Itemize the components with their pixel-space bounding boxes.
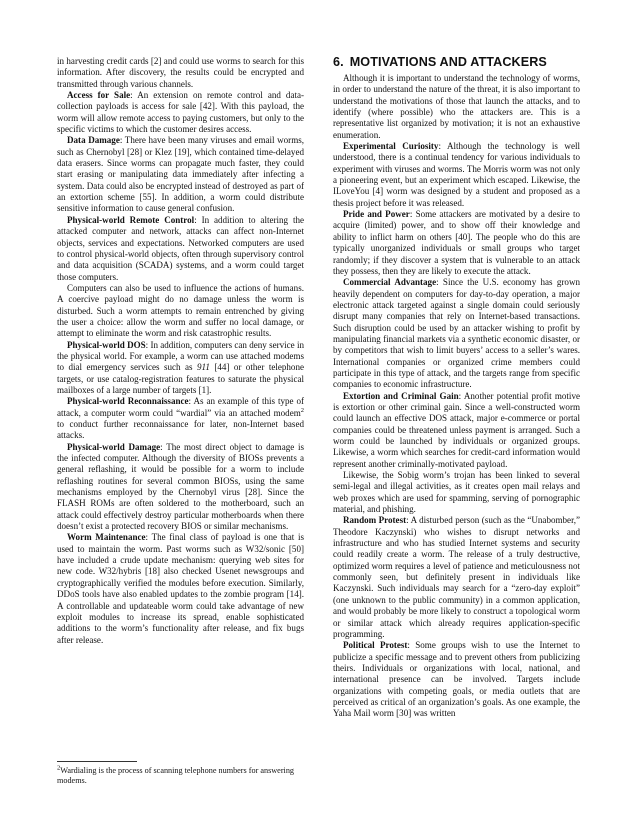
run-in-heading: Physical-world Reconnaissance (67, 396, 189, 407)
run-in-heading: Commercial Advantage (343, 277, 437, 288)
section-heading (333, 55, 580, 69)
paragraph-political-protest: Political Protest: Some groups wish to use the Internet to publicize a specific message and to prevent others from publicizing theirs. Individuals or organizations with local, national, and international presence can be involved. Targets include organizations with competing goals, or media outlets that are perceived as critical of an organization’s goals. As one example, the Yaha Mail worm [30] was written (333, 640, 580, 719)
run-in-heading: Physical-world Remote Control (67, 214, 195, 225)
paragraph: Computers can also be used to influence the actions of humans. A coercive payload might do no damage unless the worm is disturbed. Such a worm attempts to remain entrenched by giving the user a choice: allow the worm and suffer no local damage, or attempt to eliminate the worm and risk catastrophic results. (57, 282, 304, 339)
paragraph-extortion: Extortion and Criminal Gain: Another potential profit motive is extortion or other criminal gain. Since a well-constructed worm could launch an effective DOS attack, major e-commerce or portal companies could be threatened unless payment is arranged. Such a worm could be launched by individuals or organized groups. Likewise, a worm which searches for credit-card information would represent another criminally-motivated payload. (333, 390, 580, 469)
run-in-heading: Random Protest (343, 515, 407, 526)
paragraph-physical-dos: Physical-world DOS: In addition, computers can deny service in the physical world. For example, a worm can use attached modems to dial emergency services such as 911 [44] or other telephone targets, or use catalog-registration features to saturate the physical mailboxes of a large number of targets [1]. (57, 339, 304, 395)
section-number: 6. (333, 55, 344, 69)
paragraph-physical-reconnaissance: Physical-world Reconnaissance: As an example of this type of attack, a computer worm could “wardial” via an attached modem$^2$ to conduct further reconnaissance for later, non-Internet based attacks. (57, 396, 304, 441)
right-column (333, 55, 580, 720)
paragraph-commercial-advantage: Commercial Advantage: Since the U.S. economy has grown heavily dependent on computers for day-to-day operation, a major electronic attack targeted against a single domain could seriously disrupt many companies that rely on Internet-based transactions. Such disruption could be used by an attacker wishing to profit by manipulating financial markets via a synthetic economic disaster, or by competitors that wish to limit buyers’ access to a seller’s wares. International companies or organized crime members could participate in this type of attack, and the targets range from specific companies to economic infrastructure. (333, 277, 580, 390)
run-in-heading: Pride and Power (343, 209, 410, 220)
footnote-mark: 2 (300, 406, 304, 414)
paragraph-data-damage: Data Damage: There have been many viruses and email worms, such as Chernobyl [28] or Klez [19], which contained time-delayed data erasers. Since worms can propagate much faster, they could start erasing or manipulating data immediately after infecting a system. Data could also be encrypted instead of destroyed as part of an extortion scheme [55]. In addition, a worm could distribute sensitive information to cause general confusion. (57, 135, 305, 214)
paragraph-physical-damage: Physical-world Damage: The most direct object to damage is the infected computer. Although the diversity of BIOSs prevents a general reflashing, it would be possible for a worm to include reflashing routines for several common BIOSs, using the same mechanisms employed by the Chernobyl virus [28]. Since the FLASH ROMs are often soldered to the motherboard, such an attack could effectively destroy particular motherboards when there doesn’t exist a protected recovery BIOS or similar mechanisms. (57, 441, 304, 532)
paragraph-experimental-curiosity: Experimental Curiosity: Although the technology is well understood, there is a continual tendency for various individuals to experiment with viruses and worms. The Morris worm was not only a pioneering event, but an experiment which escaped. Likewise, the ILoveYou [4] worm was designed by a student and proposed as a thesis project before it was released. (333, 141, 580, 208)
paragraph-worm-maintenance: Worm Maintenance: The final class of payload is one that is used to maintain the worm. Past worms such as W32/sonic [50] have included a crude update mechanism: querying web sites for new code. W32/hybris [18] also checked Usenet newsgroups and cryptographically verified the modules before execution. Similarly, DDoS tools have also enabled updates to the zombie program [14]. A controllable and updateable worm could take advantage of new exploit modules to increase its spread, enable sophisticated additions to the worm’s functionality after release, and fix bugs after release. (57, 532, 304, 645)
run-in-heading: Data Damage (67, 135, 120, 146)
paragraph-random-protest: Random Protest: A disturbed person (such as the “Unabomber,” Theodore Kaczynski) who wishes to disrupt networks and infrastructure and who has studied Internet systems and security could readily create a worm. The release of a truly destructive, optimized worm requires a level of patience and meticulousness not commonly seen, but definitely present in individuals like Kaczynski. Such individuals may search for a “zero-day exploit” (one unknown to the public community) in a common application, and would probably be more likely to construct a topological worm or similar attack which already requires application-specific programming. (333, 515, 580, 639)
paragraph: Likewise, the Sobig worm’s trojan has been linked to several semi-legal and illegal activities, as it creates open mail relays and web proxes which are used for spamming, serving of pornographic material, and phishing. (333, 470, 580, 515)
paragraph-physical-remote-control: Physical-world Remote Control: In addition to altering the attacked computer and network, attacks can affect non-Internet objects, services and expectations. Networked computers are used to control physical-world objects, often through supervisory control and data acquisition (SCADA) systems, and a worm could target those computers. (57, 214, 304, 282)
run-in-heading: Experimental Curiosity (343, 141, 439, 152)
left-column (57, 56, 304, 646)
run-in-heading: Extortion and Criminal Gain (343, 390, 459, 401)
run-in-heading: Physical-world DOS (67, 339, 146, 350)
run-in-heading: Political Protest (343, 640, 408, 651)
run-in-heading: Physical-world Damage (67, 441, 161, 452)
section-title: MOTIVATIONS AND ATTACKERS (349, 55, 547, 69)
paragraph: in harvesting credit cards [2] and could use worms to search for this information. After discovery, the results could be encrypted and transmitted through various channels. (57, 56, 304, 89)
footnote: $^2$Wardialing is the process of scanning telephone numbers for answering modems. (57, 764, 295, 785)
paragraph: Although it is important to understand the technology of worms, in order to understand the nature of the threat, it is also important to understand the motivations of those that launch the attacks, and to identify (where possible) who the attackers are. This is a representative list organized by motivation; it is not an exhaustive enumeration. (333, 73, 580, 140)
paragraph-pride-and-power: Pride and Power: Some attackers are motivated by a desire to acquire (limited) power, and to show off their knowledge and ability to inflict harm on others [40]. The people who do this are typically unorganized individuals or small groups who target randomly; if they discover a system that is vulnerable to an attack they possess, then they are likely to execute the attack. (333, 209, 580, 276)
footnote-rule (57, 761, 137, 762)
paragraph-access-for-sale: Access for Sale: An extension on remote control and data-collection payloads is access for sale [42]. With this payload, the worm will allow remote access to paying customers, but only to the specific victims to which the customer desires access. (57, 90, 304, 135)
run-in-heading: Worm Maintenance (67, 532, 146, 543)
run-in-heading: Access for Sale (67, 90, 131, 101)
